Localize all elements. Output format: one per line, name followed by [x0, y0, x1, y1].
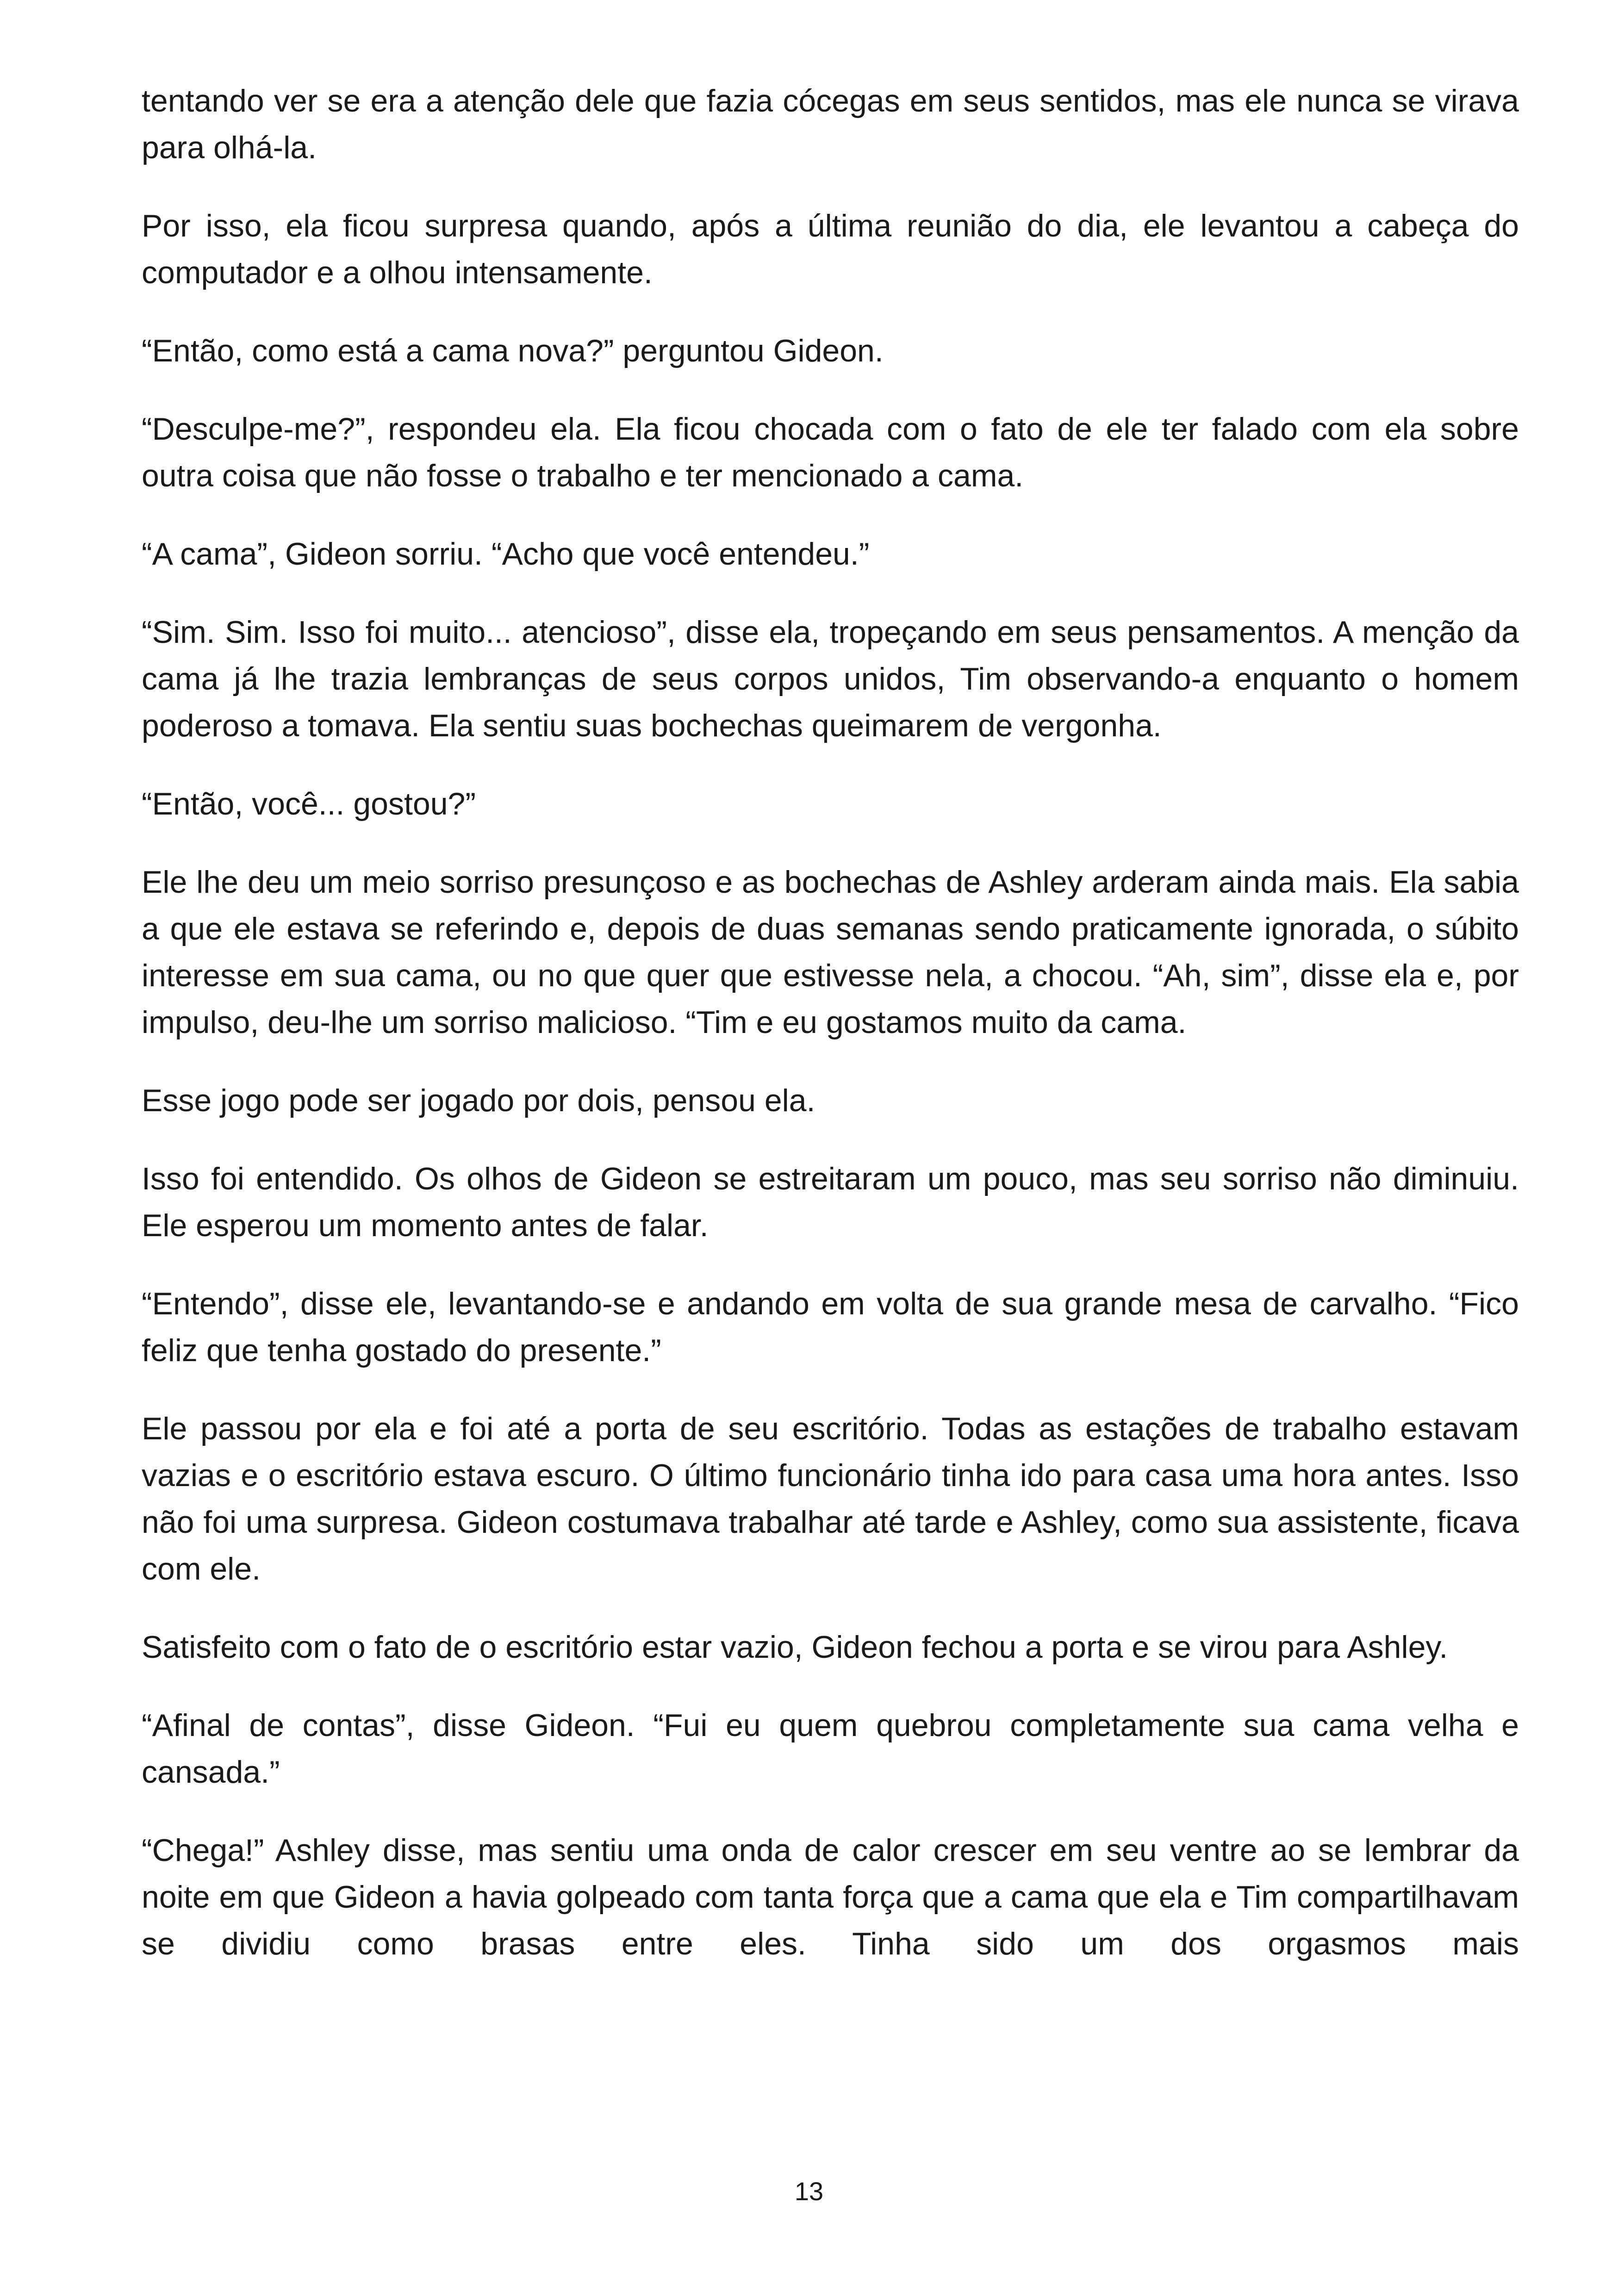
paragraph: Satisfeito com o fato de o escritório estar vazio, Gideon fechou a porta e se virou para Ashley.	[142, 1630, 1448, 1665]
paragraph: “Sim. Sim. Isso foi muito... atencioso”, disse ela, tropeçando em seus pensamentos. A menção da cama já lhe trazia lembranças de seus corpos unidos, Tim observando-a enquanto o homem poderoso a tomava. Ela sentiu suas bochechas queimarem de vergonha.	[142, 615, 1519, 743]
body-text	[142, 78, 1519, 1967]
paragraph: tentando ver se era a atenção dele que fazia cócegas em seus sentidos, mas ele nunca se virava para olhá-la.	[142, 83, 1519, 165]
paragraph: Ele lhe deu um meio sorriso presunçoso e as bochechas de Ashley arderam ainda mais. Ela sabia a que ele estava se referindo e, depois de duas semanas sendo praticamente ignorada, o súbito interesse em sua cama, ou no que quer que estivesse nela, a chocou. “Ah, sim”, disse ela e, por impulso, deu-lhe um sorriso malicioso. “Tim e eu gostamos muito da cama.	[142, 865, 1519, 1040]
paragraph: “Chega!” Ashley disse, mas sentiu uma onda de calor crescer em seu ventre ao se lembrar da noite em que Gideon a havia golpeado com tanta força que a cama que ela e Tim compartilhavam se dividiu como brasas entre eles. Tinha sido um dos orgasmos mais	[142, 1833, 1519, 1961]
paragraph: “Afinal de contas”, disse Gideon. “Fui eu quem quebrou completamente sua cama velha e cansada.”	[142, 1708, 1519, 1790]
paragraph: Esse jogo pode ser jogado por dois, pensou ela.	[142, 1083, 815, 1118]
paragraph: “Desculpe-me?”, respondeu ela. Ela ficou chocada com o fato de ele ter falado com ela sobre outra coisa que não fosse o trabalho e ter mencionado a cama.	[142, 411, 1519, 493]
paragraph: “Então, como está a cama nova?” perguntou Gideon.	[142, 333, 884, 368]
paragraph: “Entendo”, disse ele, levantando-se e andando em volta de sua grande mesa de carvalho. “Fico feliz que tenha gostado do presente.”	[142, 1286, 1519, 1368]
paragraph: Por isso, ela ficou surpresa quando, após a última reunião do dia, ele levantou a cabeça do computador e a olhou intensamente.	[142, 208, 1519, 290]
paragraph: Ele passou por ela e foi até a porta de seu escritório. Todas as estações de trabalho estavam vazias e o escritório estava escuro. O último funcionário tinha ido para casa uma hora antes. Isso não foi uma surpresa. Gideon costumava trabalhar até tarde e Ashley, como sua assistente, ficava com ele.	[142, 1411, 1519, 1587]
paragraph: “Então, você... gostou?”	[142, 786, 476, 821]
page-number: 13	[794, 2177, 824, 2206]
paragraph: Isso foi entendido. Os olhos de Gideon se estreitaram um pouco, mas seu sorriso não diminuiu. Ele esperou um momento antes de falar.	[142, 1161, 1519, 1243]
paragraph: “A cama”, Gideon sorriu. “Acho que você entendeu.”	[142, 536, 870, 572]
